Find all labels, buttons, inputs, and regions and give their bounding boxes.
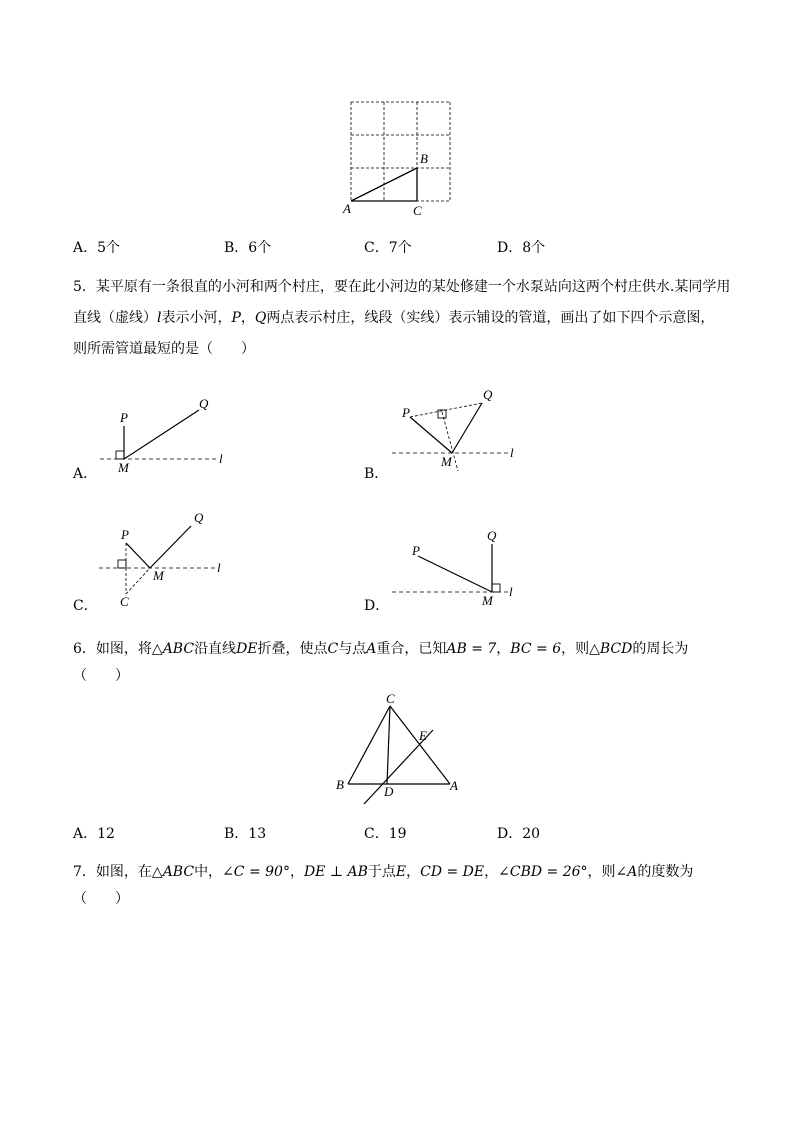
svg-text:P: P (121, 527, 129, 542)
svg-text:B: B (336, 777, 344, 792)
q6-option-a: A．12 (73, 826, 115, 842)
q5-fig-a-label: A． (73, 466, 98, 482)
q4-option-d: D．8个 (497, 240, 546, 256)
q5-line-2: 直线（虚线）l表示小河，P，Q两点表示村庄，线段（实线）表示铺设的管道，画出了如下四个示意图， (73, 310, 715, 326)
q4-option-b: B．6个 (224, 240, 272, 256)
svg-text:P: P (412, 543, 420, 558)
q5-question (73, 272, 733, 365)
q6-question (73, 634, 733, 687)
q6-triangle-figure (330, 692, 470, 807)
q4-label-B: B (420, 151, 428, 166)
svg-text:E: E (419, 728, 427, 743)
q5-line-1: 5．某平原有一条很直的小河和两个村庄，要在此小河边的某处修建一个水泵站向这两个村庄供水.某同学用 (73, 279, 731, 295)
q5-fig-d-label: D． (364, 598, 390, 614)
svg-text:D: D (384, 784, 394, 799)
svg-text:M: M (153, 568, 164, 583)
svg-text:M: M (118, 460, 129, 475)
svg-text:Q: Q (194, 510, 204, 525)
q6-line-1: 6．如图，将△ABC沿直线DE折叠，使点C与点A重合，已知AB = 7，BC = 6，则△BCD的周长为 (73, 641, 689, 657)
q6-line-2: （ ） (73, 668, 129, 684)
q7-line-1: 7．如图，在△ABC中，∠C = 90°，DE ⊥ AB于点E，CD = DE，∠CBD = 26°，则∠A的度数为 (73, 864, 694, 880)
svg-text:P: P (402, 405, 410, 420)
q6-option-d: D．20 (497, 826, 541, 842)
svg-text:Q: Q (199, 396, 209, 411)
svg-text:C: C (386, 692, 395, 706)
q4-option-a: A．5个 (73, 240, 121, 256)
svg-text:C: C (120, 594, 129, 609)
q5-figure-b (388, 383, 528, 478)
q6-option-c: C．19 (364, 826, 407, 842)
q6-option-b: B．13 (224, 826, 267, 842)
q7-question (73, 857, 733, 910)
q4-grid-figure (340, 95, 460, 220)
svg-text:l: l (217, 560, 221, 575)
svg-text:l: l (509, 584, 513, 599)
svg-text:M: M (441, 454, 452, 469)
q5-figure-d (388, 525, 528, 610)
q5-figure-a (95, 393, 235, 478)
q4-label-C: C (413, 203, 422, 218)
svg-text:l: l (219, 451, 223, 466)
svg-text:Q: Q (487, 528, 497, 543)
q5-figure-c (95, 508, 235, 613)
svg-text:Q: Q (483, 387, 493, 402)
svg-text:l: l (510, 445, 514, 460)
q4-label-A: A (343, 201, 351, 216)
svg-text:M: M (482, 593, 493, 608)
q5-line-3: 则所需管道最短的是（ ） (73, 341, 255, 357)
q5-fig-b-label: B． (364, 466, 389, 482)
svg-text:A: A (450, 778, 458, 793)
q5-fig-c-label: C． (73, 598, 98, 614)
svg-text:P: P (120, 410, 128, 425)
q7-line-2: （ ） (73, 891, 129, 907)
q4-option-c: C．7个 (364, 240, 412, 256)
